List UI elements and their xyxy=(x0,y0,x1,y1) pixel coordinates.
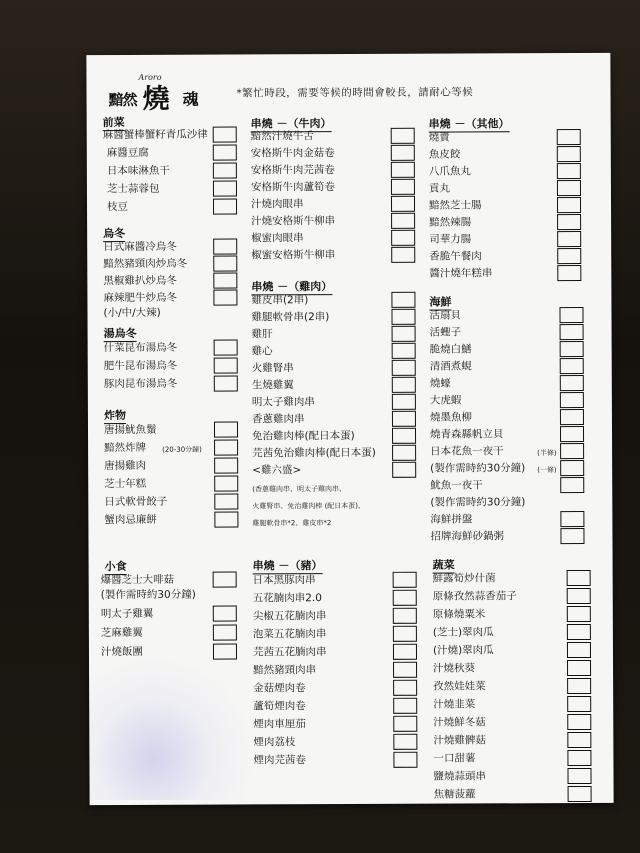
menu-item: 芝麻雞翼 xyxy=(100,626,143,640)
quantity-box[interactable] xyxy=(393,752,417,768)
menu-item: 芝士蒜蓉包 xyxy=(106,182,160,196)
quantity-box[interactable] xyxy=(567,606,591,622)
quantity-box[interactable] xyxy=(392,343,416,359)
quantity-box[interactable] xyxy=(393,572,417,588)
logo-text-a: 黯然 xyxy=(108,90,137,110)
quantity-box[interactable] xyxy=(557,248,581,264)
quantity-box[interactable] xyxy=(214,493,238,509)
quantity-box[interactable] xyxy=(393,680,417,696)
menu-item: 鹽燒蒜頭串 xyxy=(433,770,487,783)
menu-item: 日本花魚一夜干 xyxy=(430,445,504,458)
quantity-box[interactable] xyxy=(393,716,417,732)
quantity-box[interactable] xyxy=(213,126,237,142)
quantity-box[interactable] xyxy=(567,678,591,694)
quantity-box[interactable] xyxy=(560,375,584,391)
quantity-box[interactable] xyxy=(560,460,584,476)
section-title-skewer-pork: 串燒 －（豬） xyxy=(252,559,323,573)
menu-item: 黯然辣腸 xyxy=(429,216,472,229)
quantity-box[interactable] xyxy=(393,626,417,642)
waiting-notice: *繁忙時段，需要等候的時間會較長，請耐心等候 xyxy=(236,86,474,100)
menu-item: 原條孜然蒜香茄子 xyxy=(432,590,517,603)
menu-item: 雞心 xyxy=(251,345,273,358)
light-glare xyxy=(90,660,250,800)
quantity-box[interactable] xyxy=(567,624,591,640)
section-title-vegetables: 蔬菜 xyxy=(432,558,455,572)
quantity-box[interactable] xyxy=(213,272,237,288)
menu-item: 安格斯牛肉金菇卷 xyxy=(250,147,335,160)
menu-item: 黯然炸牌 xyxy=(104,441,147,455)
menu-item: 日式麻醬冷烏冬 xyxy=(103,240,177,254)
menu-item: 煙肉荔枝 xyxy=(253,736,296,749)
quantity-box[interactable] xyxy=(391,145,415,161)
menu-item: 活扇貝 xyxy=(429,309,462,322)
menu-item: 日式軟骨餃子 xyxy=(104,495,168,509)
menu-item: 汁燒雞髀菇 xyxy=(433,734,486,747)
menu-item: 泡菜五花腩肉串 xyxy=(252,628,327,641)
quantity-box[interactable] xyxy=(560,477,584,493)
quantity-box[interactable] xyxy=(213,289,237,305)
quantity-box[interactable] xyxy=(557,180,581,196)
menu-item: 燒蠔 xyxy=(429,377,451,390)
quantity-box[interactable] xyxy=(393,608,417,624)
quantity-box[interactable] xyxy=(392,462,416,478)
logo-text-c: 魂 xyxy=(182,89,199,109)
menu-item: 八爪魚丸 xyxy=(428,165,471,178)
menu-item: 汁燒飯團 xyxy=(100,645,143,659)
menu-item-note: 火雞腎串、免治雞肉棒 (配日本蛋)、 xyxy=(252,501,366,511)
quantity-box[interactable] xyxy=(567,750,591,766)
menu-item: 孜然娃娃菜 xyxy=(433,680,486,693)
menu-item-note: (半條) xyxy=(537,449,557,458)
menu-item: 生燒雞翼 xyxy=(251,379,294,392)
quantity-box[interactable] xyxy=(567,588,591,604)
menu-item: 海鮮拼盤 xyxy=(430,513,473,526)
quantity-box[interactable] xyxy=(393,590,417,606)
menu-item: <雞六盛> xyxy=(252,464,302,477)
menu-item: 貢丸 xyxy=(428,182,450,195)
menu-item-note: 雞腿軟骨串*2、雞皮串*2 xyxy=(252,519,332,528)
menu-item: 雞皮串(2串) xyxy=(251,294,309,307)
quantity-box[interactable] xyxy=(560,341,584,357)
quantity-box[interactable] xyxy=(557,214,581,230)
menu-item-note: (一條) xyxy=(537,466,557,475)
quantity-box[interactable] xyxy=(392,445,416,461)
section-title-soup-udon: 湯烏冬 xyxy=(103,326,137,341)
quantity-box[interactable] xyxy=(391,309,415,325)
section-title-skewer-other: 串燒 －（其他） xyxy=(428,117,510,131)
quantity-box[interactable] xyxy=(214,357,238,373)
quantity-box[interactable] xyxy=(560,409,584,425)
menu-item: 金菇煙肉卷 xyxy=(253,682,306,695)
menu-item: 一口甜薯 xyxy=(433,752,476,765)
quantity-box[interactable] xyxy=(214,475,238,491)
section-title-snacks: 小食 xyxy=(104,559,127,574)
menu-item: 汁燒秋葵 xyxy=(433,662,476,675)
quantity-box[interactable] xyxy=(214,375,238,391)
section-title-seafood: 海鮮 xyxy=(429,295,452,309)
menu-item: 汁燒韭菜 xyxy=(433,698,476,711)
quantity-box[interactable] xyxy=(391,213,415,229)
menu-item: 麻醬豆腐 xyxy=(106,146,149,160)
menu-item: 汁燒肉眼串 xyxy=(250,198,304,211)
menu-item: 魚皮餃 xyxy=(428,148,461,161)
quantity-box[interactable] xyxy=(391,247,415,263)
quantity-box[interactable] xyxy=(213,198,237,214)
menu-item: 椒蜜安格斯牛柳串 xyxy=(251,249,336,262)
section-title-skewer-chicken: 串燒 －（雞肉） xyxy=(251,280,333,294)
menu-item: 魷魚一夜干 xyxy=(430,479,483,492)
quantity-box[interactable] xyxy=(567,732,591,748)
quantity-box[interactable] xyxy=(213,605,237,621)
menu-item: 唐揚魷魚鬚 xyxy=(103,423,157,437)
menu-item: 汁燒安格斯牛柳串 xyxy=(251,215,336,228)
quantity-box[interactable] xyxy=(567,696,591,712)
logo-text-b: 燒 xyxy=(142,83,170,115)
menu-item: 焦糖菠蘿 xyxy=(433,788,476,801)
menu-item: 五花腩肉串2.0 xyxy=(252,592,322,605)
menu-item-note: (製作需時約30分鐘) xyxy=(430,462,526,475)
quantity-box[interactable] xyxy=(214,421,238,437)
menu-item: 黑椒雞扒炒烏冬 xyxy=(103,274,177,288)
menu-item-note: (製作需時約30分鐘) xyxy=(430,496,526,509)
quantity-box[interactable] xyxy=(560,426,584,442)
quantity-box[interactable] xyxy=(557,231,581,247)
menu-item: 免治雞肉棒(配日本蛋) xyxy=(252,429,355,443)
menu-item: 蟹肉忌廉餅 xyxy=(104,513,157,527)
quantity-box[interactable] xyxy=(568,786,592,802)
menu-item: 香脆午餐肉 xyxy=(429,250,482,263)
quantity-box[interactable] xyxy=(393,698,417,714)
menu-item-note: (製作需時約30分鐘) xyxy=(100,588,196,602)
menu-item: 原條燒粟米 xyxy=(432,608,486,621)
menu-item: 煙肉車厘茄 xyxy=(253,718,306,731)
menu-item: 活蟶子 xyxy=(429,326,462,339)
menu-item: 醬汁燒年糕串 xyxy=(429,267,493,280)
menu-item: 明太子雞肉串 xyxy=(251,396,315,409)
menu-item: 什菜昆布湯烏冬 xyxy=(103,341,178,355)
quantity-box[interactable] xyxy=(213,643,237,659)
section-title-skewer-beef: 串燒 －（牛肉） xyxy=(250,117,332,131)
quantity-box[interactable] xyxy=(560,443,584,459)
quantity-box[interactable] xyxy=(391,230,415,246)
menu-item: 燒賣 xyxy=(428,131,450,144)
quantity-box[interactable] xyxy=(560,324,584,340)
menu-item: 蘆筍煙肉卷 xyxy=(253,700,306,713)
quantity-box[interactable] xyxy=(214,511,238,527)
menu-item: 黯然汁燒牛舌 xyxy=(250,130,314,143)
logo-script-text: Aroro xyxy=(138,72,162,82)
quantity-box[interactable] xyxy=(392,411,416,427)
quantity-box[interactable] xyxy=(213,571,237,587)
menu-item-note: (20-30分鐘) xyxy=(162,445,202,454)
quantity-box[interactable] xyxy=(567,768,591,784)
quantity-box[interactable] xyxy=(391,128,415,144)
quantity-box[interactable] xyxy=(213,144,237,160)
quantity-box[interactable] xyxy=(391,162,415,178)
quantity-box[interactable] xyxy=(213,255,237,271)
section-title-fried: 炸物 xyxy=(103,408,126,423)
quantity-box[interactable] xyxy=(392,377,416,393)
menu-item: 鮮露筍炒什菌 xyxy=(432,572,496,585)
menu-item: 煙肉芫茜卷 xyxy=(253,754,306,767)
quantity-box[interactable] xyxy=(392,428,416,444)
menu-item: 安格斯牛肉芫茜卷 xyxy=(250,164,335,177)
menu-item: 燒青森縣帆立貝 xyxy=(429,428,504,441)
quantity-box[interactable] xyxy=(560,511,584,527)
menu-item: 汁燒鮮冬菇 xyxy=(433,716,486,729)
quantity-box[interactable] xyxy=(214,439,238,455)
section-title-udon: 烏冬 xyxy=(103,226,126,241)
menu-item: 麻辣肥牛炒烏冬 xyxy=(103,291,177,305)
quantity-box[interactable] xyxy=(557,163,581,179)
menu-item: 黯然豬頸肉串 xyxy=(253,664,317,677)
menu-item: 司華力腸 xyxy=(429,233,472,246)
menu-item: 枝豆 xyxy=(107,200,129,214)
quantity-box[interactable] xyxy=(214,457,238,473)
menu-item: (汁燒)翠肉瓜 xyxy=(432,644,494,657)
menu-item: 火雞腎串 xyxy=(251,362,294,375)
quantity-box[interactable] xyxy=(213,180,237,196)
menu-item: (芝士)翠肉瓜 xyxy=(432,626,494,639)
menu-item: 大虎蝦 xyxy=(429,394,462,407)
quantity-box[interactable] xyxy=(213,624,237,640)
quantity-box[interactable] xyxy=(392,360,416,376)
menu-item-note: (小/中/大辣) xyxy=(103,306,161,320)
menu-item: 燒墨魚柳 xyxy=(429,411,472,424)
quantity-box[interactable] xyxy=(567,714,591,730)
menu-item: 黯然豬頸肉炒烏冬 xyxy=(103,257,188,271)
quantity-box[interactable] xyxy=(391,292,415,308)
menu-item: 爆醬芝士大啡菇 xyxy=(100,573,175,587)
menu-item: 豚肉昆布湯烏冬 xyxy=(103,377,178,391)
menu-item: 麻醬蟹棒蟹籽青瓜沙律 xyxy=(102,128,208,142)
restaurant-logo xyxy=(108,72,238,113)
menu-item: 尖椒五花腩肉串 xyxy=(252,610,327,623)
menu-item: 明太子雞翼 xyxy=(100,607,154,621)
quantity-box[interactable] xyxy=(560,358,584,374)
menu-item: 日本味淋魚干 xyxy=(106,164,170,178)
quantity-box[interactable] xyxy=(557,265,581,281)
quantity-box[interactable] xyxy=(559,307,583,323)
menu-item: 清酒煮蜆 xyxy=(429,360,472,373)
quantity-box[interactable] xyxy=(557,146,581,162)
menu-item: 黯然芝士腸 xyxy=(429,199,482,212)
quantity-box[interactable] xyxy=(393,662,417,678)
quantity-box[interactable] xyxy=(557,129,581,145)
quantity-box[interactable] xyxy=(214,339,238,355)
menu-item: 芝士年糕 xyxy=(104,477,147,491)
menu-item-note: (香蔥雞肉串、明太子雞肉串、 xyxy=(252,485,347,494)
quantity-box[interactable] xyxy=(567,642,591,658)
menu-item: 唐揚雞肉 xyxy=(104,459,147,473)
menu-item: 肥牛昆布湯烏冬 xyxy=(103,359,178,373)
menu-item: 雞肝 xyxy=(251,328,273,341)
menu-item: 香蔥雞肉串 xyxy=(251,413,305,426)
quantity-box[interactable] xyxy=(567,660,591,676)
quantity-box[interactable] xyxy=(393,734,417,750)
quantity-box[interactable] xyxy=(560,528,584,544)
quantity-box[interactable] xyxy=(560,392,584,408)
quantity-box[interactable] xyxy=(391,179,415,195)
quantity-box[interactable] xyxy=(557,197,581,213)
quantity-box[interactable] xyxy=(391,196,415,212)
quantity-box[interactable] xyxy=(392,326,416,342)
quantity-box[interactable] xyxy=(393,644,417,660)
menu-item: 脆燒白鱔 xyxy=(429,343,472,356)
menu-item: 招牌海鮮砂鍋粥 xyxy=(430,530,504,543)
quantity-box[interactable] xyxy=(567,570,591,586)
menu-item: 日本黑豚肉串 xyxy=(252,574,316,587)
quantity-box[interactable] xyxy=(213,238,237,254)
quantity-box[interactable] xyxy=(392,394,416,410)
menu-item: 芫茜免治雞肉棒(配日本蛋) xyxy=(252,446,376,460)
menu-item: 雞腿軟骨串(2串) xyxy=(251,311,330,324)
menu-item: 安格斯牛肉蘆筍卷 xyxy=(250,181,335,194)
menu-item: 椒蜜肉眼串 xyxy=(251,232,304,245)
quantity-box[interactable] xyxy=(213,162,237,178)
section-title-appetizers: 前菜 xyxy=(102,115,125,130)
menu-item: 芫茜五花腩肉串 xyxy=(252,646,327,659)
